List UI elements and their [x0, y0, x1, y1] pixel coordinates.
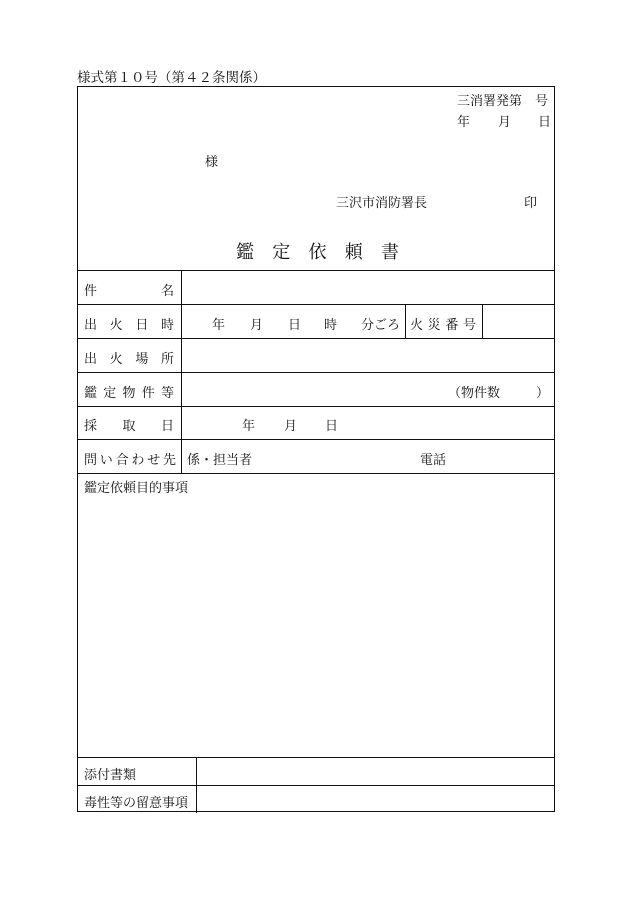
fire-datetime-label: 出 火 日 時	[84, 318, 174, 333]
collection-day: 日	[325, 419, 339, 434]
contact-person-label: 係・担当者	[187, 453, 253, 468]
fire-number-value-divider	[482, 304, 483, 338]
fire-number-label: 火 災 番 号	[410, 318, 476, 333]
bottom-label-divider	[196, 757, 197, 813]
fire-hour: 時	[324, 318, 338, 333]
document-number: 三消署発第 号	[457, 94, 549, 109]
row-divider	[78, 473, 554, 474]
collection-year: 年	[242, 419, 256, 434]
toxicity-notes-label: 毒性等の留意事項	[84, 796, 189, 811]
addressee-suffix: 様	[205, 155, 219, 170]
collection-date-label: 採 取 日	[84, 419, 174, 434]
row-divider	[78, 406, 554, 407]
fire-minute: 分ごろ	[361, 318, 401, 333]
row-divider	[78, 439, 554, 440]
fire-number-divider	[405, 304, 406, 338]
seal-mark: 印	[524, 196, 538, 211]
row-divider	[78, 785, 554, 786]
attachments-label: 添付書類	[84, 768, 137, 783]
date-month: 月	[498, 115, 512, 130]
row-divider	[78, 757, 554, 758]
toxicity-notes-field[interactable]	[200, 787, 552, 811]
date-year: 年	[457, 115, 471, 130]
row-divider	[78, 372, 554, 373]
fire-year: 年	[212, 318, 226, 333]
fire-number-field[interactable]	[486, 307, 552, 335]
fire-month: 月	[250, 318, 264, 333]
case-name-label: 件 名	[84, 284, 174, 299]
purpose-label: 鑑定依頼目的事項	[84, 481, 189, 496]
items-label: 鑑 定 物 件 等	[84, 386, 174, 401]
fire-location-field[interactable]	[186, 341, 552, 369]
form-number: 様式第１０号（第４２条関係）	[77, 70, 266, 86]
date-day: 日	[538, 115, 552, 130]
row-divider	[78, 338, 554, 339]
case-name-field[interactable]	[186, 273, 552, 301]
appraisal-request-form	[77, 86, 555, 812]
form-title: 鑑 定 依 頼 書	[236, 242, 399, 263]
attachments-field[interactable]	[200, 759, 552, 783]
fire-day: 日	[288, 318, 302, 333]
collection-month: 月	[284, 419, 298, 434]
item-count-close: ）	[536, 386, 550, 401]
sender-name: 三沢市消防署長	[336, 196, 428, 211]
contact-label: 問 い 合 わ せ 先	[84, 453, 176, 468]
row-divider	[78, 270, 554, 271]
purpose-field[interactable]	[84, 497, 550, 752]
contact-phone-label: 電話	[420, 453, 447, 468]
label-column-divider	[181, 270, 182, 473]
item-count-open: （物件数	[448, 386, 501, 401]
fire-location-label: 出 火 場 所	[84, 352, 174, 367]
